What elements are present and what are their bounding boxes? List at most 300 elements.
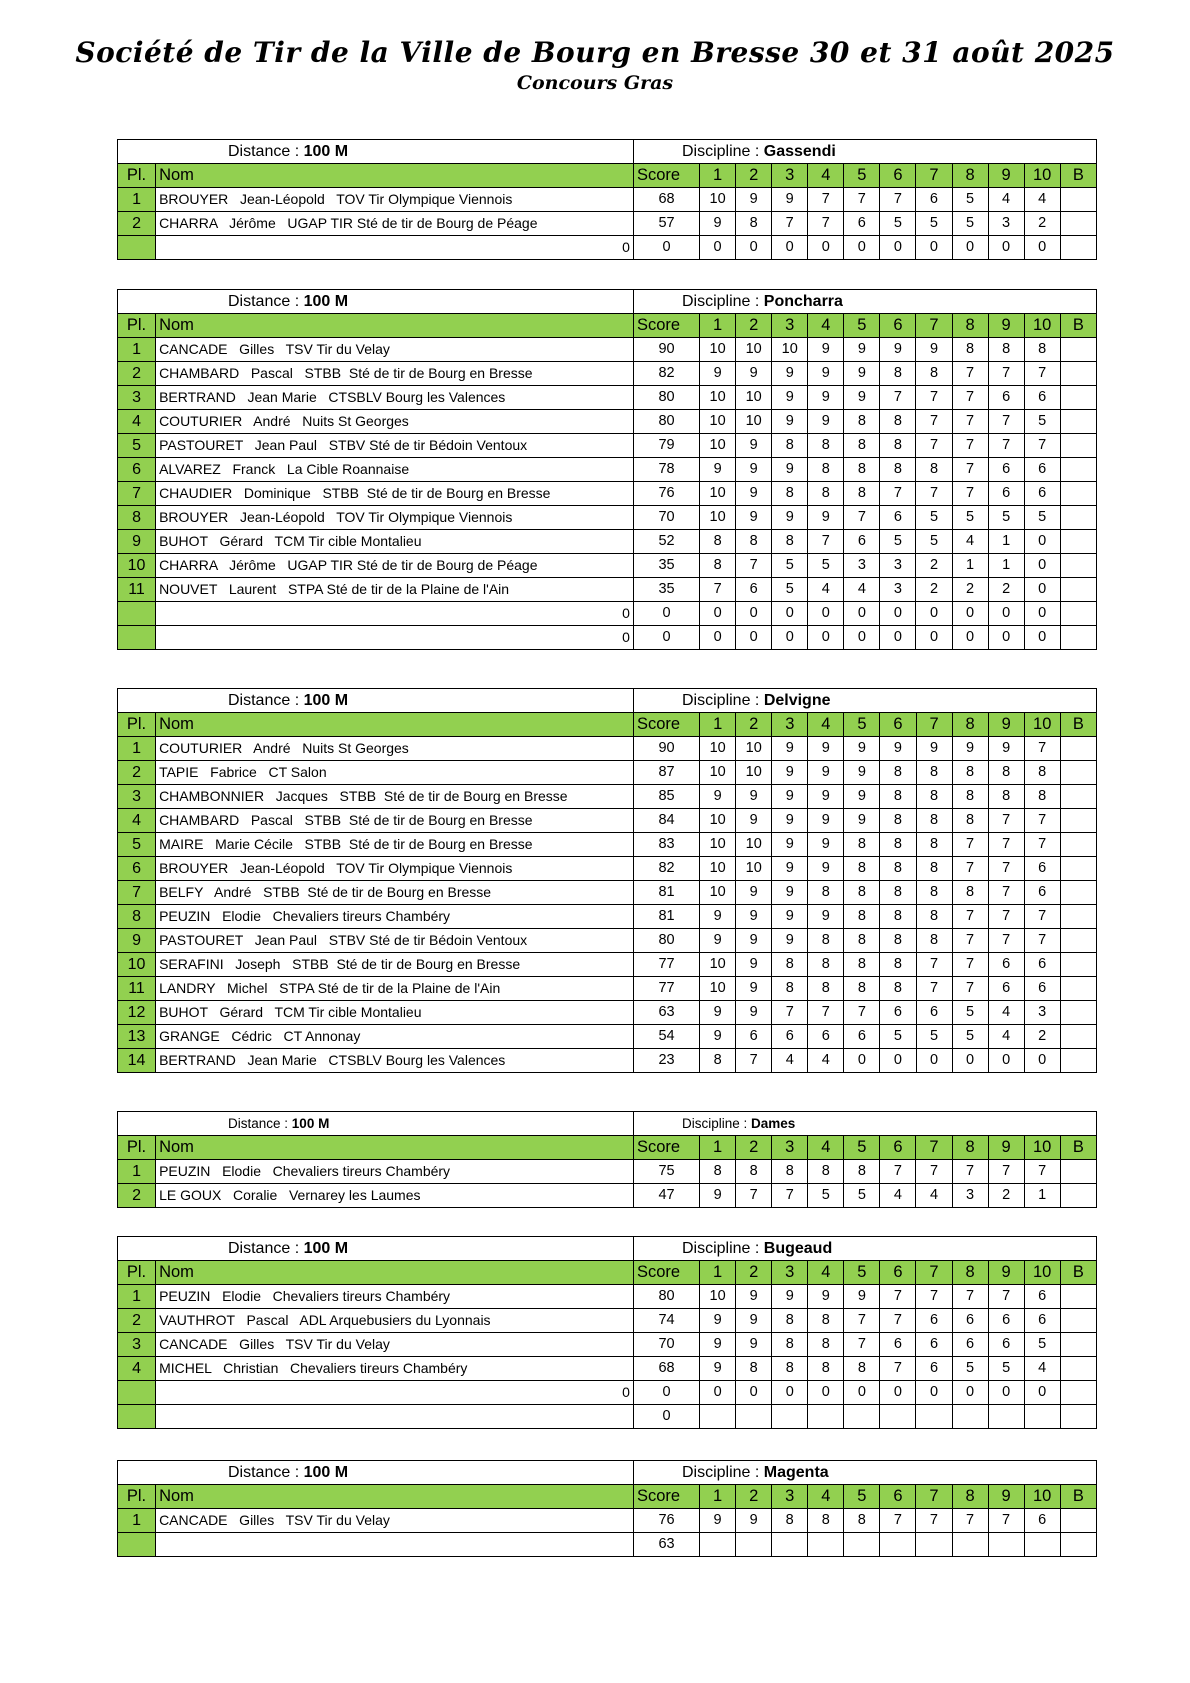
shot-cell: 5 bbox=[916, 212, 952, 236]
header-shot-1: 1 bbox=[700, 713, 736, 737]
shot-cell: 7 bbox=[844, 188, 880, 212]
shot-cell: 0 bbox=[1024, 554, 1060, 578]
shot-cell: 9 bbox=[736, 482, 772, 506]
shot-cell: 7 bbox=[952, 386, 988, 410]
shot-cell bbox=[916, 1405, 952, 1429]
name-cell: BROUYER Jean-Léopold TOV Tir Olympique Viennois bbox=[156, 857, 634, 881]
shot-cell: 8 bbox=[916, 929, 952, 953]
name-cell: CHARRA Jérôme UGAP TIR Sté de tir de Bourg de Péage bbox=[156, 554, 634, 578]
name-cell: CHARRA Jérôme UGAP TIR Sté de tir de Bourg de Péage bbox=[156, 212, 634, 236]
shot-cell: 7 bbox=[916, 977, 952, 1001]
shot-cell: 0 bbox=[916, 1381, 952, 1405]
shot-cell: 0 bbox=[880, 1381, 916, 1405]
shot-cell: 6 bbox=[772, 1025, 808, 1049]
shot-cell: 0 bbox=[736, 1381, 772, 1405]
shot-cell: 0 bbox=[700, 1381, 736, 1405]
distance-label: Distance : bbox=[228, 1240, 300, 1257]
shot-cell: 7 bbox=[880, 1309, 916, 1333]
shot-cell bbox=[1060, 857, 1096, 881]
header-shot-1: 1 bbox=[700, 1136, 736, 1160]
table-row bbox=[118, 905, 1097, 929]
shot-cell: 8 bbox=[916, 761, 952, 785]
score-cell: 52 bbox=[633, 530, 699, 554]
shot-cell bbox=[736, 1405, 772, 1429]
discipline-value: Bugeaud bbox=[763, 1240, 833, 1257]
shot-cell: 8 bbox=[880, 434, 916, 458]
name-cell: MAIRE Marie Cécile STBB Sté de tir de Bourg en Bresse bbox=[156, 833, 634, 857]
shot-cell: 10 bbox=[736, 857, 772, 881]
shot-cell: 4 bbox=[808, 1049, 844, 1073]
shot-cell: 9 bbox=[808, 785, 844, 809]
header-shot-7: 7 bbox=[916, 1485, 952, 1509]
shot-cell: 6 bbox=[1024, 482, 1060, 506]
discipline-cell bbox=[633, 1461, 1096, 1485]
shot-cell: 7 bbox=[988, 881, 1024, 905]
header-shot-4: 4 bbox=[808, 1136, 844, 1160]
place-cell bbox=[118, 236, 156, 260]
discipline-value: Delvigne bbox=[763, 692, 831, 709]
shot-cell: 7 bbox=[880, 1285, 916, 1309]
shot-cell: 0 bbox=[952, 1049, 988, 1073]
header-shot-10: 10 bbox=[1024, 1485, 1060, 1509]
discipline-cell bbox=[634, 689, 1097, 713]
header-shot-2: 2 bbox=[736, 1485, 772, 1509]
name-cell: BELFY André STBB Sté de tir de Bourg en Bresse bbox=[156, 881, 634, 905]
header-shot-8: 8 bbox=[952, 1485, 988, 1509]
place-cell: 2 bbox=[118, 362, 156, 386]
shot-cell: 1 bbox=[988, 554, 1024, 578]
table-row bbox=[118, 578, 1097, 602]
shot-cell: 0 bbox=[880, 602, 916, 626]
shot-cell bbox=[1060, 1001, 1096, 1025]
header-shot-10: 10 bbox=[1024, 164, 1060, 188]
shot-cell: 8 bbox=[808, 1333, 844, 1357]
header-score: Score bbox=[633, 1136, 699, 1160]
shot-cell: 0 bbox=[916, 1049, 952, 1073]
header-nom: Nom bbox=[156, 1485, 634, 1509]
name-cell: CANCADE Gilles TSV Tir du Velay bbox=[156, 1333, 634, 1357]
distance-label: Distance : bbox=[228, 143, 300, 160]
column-header-row bbox=[118, 164, 1097, 188]
score-cell: 70 bbox=[633, 1333, 699, 1357]
shot-cell: 7 bbox=[952, 362, 988, 386]
shot-cell: 8 bbox=[772, 1509, 808, 1533]
shot-cell: 7 bbox=[952, 905, 988, 929]
page-subtitle: Concours Gras bbox=[516, 72, 674, 94]
shot-cell bbox=[1060, 530, 1096, 554]
shot-cell: 2 bbox=[952, 578, 988, 602]
shot-cell: 0 bbox=[700, 236, 736, 260]
shot-cell: 8 bbox=[772, 530, 808, 554]
distance-value: 100 M bbox=[303, 692, 349, 709]
column-header-row bbox=[118, 1261, 1097, 1285]
shot-cell bbox=[988, 1533, 1024, 1557]
shot-cell: 9 bbox=[916, 338, 952, 362]
shot-cell: 7 bbox=[772, 1001, 808, 1025]
shot-cell: 10 bbox=[700, 482, 736, 506]
header-shot-2: 2 bbox=[736, 1261, 772, 1285]
discipline-value: Poncharra bbox=[763, 293, 843, 310]
shot-cell: 9 bbox=[700, 362, 736, 386]
shot-cell: 8 bbox=[916, 857, 952, 881]
shot-cell bbox=[1060, 881, 1096, 905]
section-header bbox=[118, 689, 1097, 713]
score-cell: 63 bbox=[634, 1001, 700, 1025]
score-cell: 90 bbox=[633, 338, 699, 362]
shot-cell: 10 bbox=[700, 977, 736, 1001]
shot-cell: 7 bbox=[844, 1309, 880, 1333]
discipline-label: Discipline : bbox=[681, 143, 760, 160]
score-cell: 47 bbox=[633, 1184, 699, 1208]
score-cell: 85 bbox=[634, 785, 700, 809]
score-cell: 82 bbox=[634, 857, 700, 881]
shot-cell: 7 bbox=[988, 905, 1024, 929]
shot-cell: 8 bbox=[844, 929, 880, 953]
table-row bbox=[118, 626, 1097, 650]
shot-cell: 9 bbox=[772, 881, 808, 905]
place-cell: 2 bbox=[118, 1184, 156, 1208]
shot-cell bbox=[1060, 236, 1096, 260]
table-row bbox=[118, 1405, 1097, 1429]
shot-cell: 0 bbox=[772, 236, 808, 260]
shot-cell: 8 bbox=[1024, 761, 1060, 785]
shot-cell: 7 bbox=[844, 506, 880, 530]
shot-cell: 9 bbox=[772, 809, 808, 833]
shot-cell: 10 bbox=[736, 761, 772, 785]
column-header-row bbox=[118, 1136, 1097, 1160]
results-table-poncharra bbox=[117, 289, 1097, 650]
shot-cell: 7 bbox=[988, 1285, 1024, 1309]
shot-cell: 7 bbox=[952, 833, 988, 857]
shot-cell: 8 bbox=[844, 905, 880, 929]
place-cell bbox=[118, 1405, 156, 1429]
shot-cell: 9 bbox=[808, 338, 844, 362]
shot-cell: 9 bbox=[736, 434, 772, 458]
shot-cell: 5 bbox=[952, 212, 988, 236]
shot-cell: 4 bbox=[1024, 1357, 1060, 1381]
name-cell: BROUYER Jean-Léopold TOV Tir Olympique Viennois bbox=[156, 188, 634, 212]
score-cell: 23 bbox=[634, 1049, 700, 1073]
shot-cell: 0 bbox=[844, 1049, 880, 1073]
shot-cell: 10 bbox=[700, 1285, 736, 1309]
shot-cell: 4 bbox=[844, 578, 880, 602]
shot-cell: 10 bbox=[700, 737, 736, 761]
score-cell: 0 bbox=[633, 602, 699, 626]
place-cell: 11 bbox=[118, 977, 156, 1001]
shot-cell: 8 bbox=[880, 362, 916, 386]
shot-cell: 7 bbox=[988, 809, 1024, 833]
score-cell: 80 bbox=[633, 410, 699, 434]
column-header-row bbox=[118, 1485, 1097, 1509]
shot-cell: 8 bbox=[808, 1309, 844, 1333]
shot-cell: 6 bbox=[844, 212, 880, 236]
shot-cell: 0 bbox=[808, 236, 844, 260]
distance-value: 100 M bbox=[303, 293, 349, 310]
table-row bbox=[118, 410, 1097, 434]
header-pl: Pl. bbox=[118, 1261, 156, 1285]
shot-cell: 7 bbox=[952, 977, 988, 1001]
distance-cell bbox=[118, 140, 634, 164]
table-row bbox=[118, 809, 1097, 833]
shot-cell: 8 bbox=[952, 761, 988, 785]
score-cell: 80 bbox=[633, 1285, 699, 1309]
score-cell: 35 bbox=[633, 554, 699, 578]
shot-cell: 8 bbox=[844, 977, 880, 1001]
shot-cell: 6 bbox=[808, 1025, 844, 1049]
shot-cell: 8 bbox=[1024, 338, 1060, 362]
place-cell: 11 bbox=[118, 578, 156, 602]
shot-cell: 8 bbox=[916, 833, 952, 857]
header-pl: Pl. bbox=[118, 713, 156, 737]
header-pl: Pl. bbox=[118, 164, 156, 188]
score-cell: 83 bbox=[634, 833, 700, 857]
shot-cell: 9 bbox=[772, 362, 808, 386]
header-shot-b: B bbox=[1060, 314, 1096, 338]
place-cell bbox=[118, 602, 156, 626]
shot-cell: 4 bbox=[988, 188, 1024, 212]
shot-cell: 8 bbox=[916, 809, 952, 833]
section-header bbox=[118, 1461, 1097, 1485]
shot-cell: 0 bbox=[844, 1381, 880, 1405]
place-cell: 1 bbox=[118, 1509, 156, 1533]
name-cell: NOUVET Laurent STPA Sté de tir de la Plaine de l'Ain bbox=[156, 578, 634, 602]
shot-cell: 9 bbox=[736, 1333, 772, 1357]
place-cell: 6 bbox=[118, 857, 156, 881]
header-shot-4: 4 bbox=[808, 1485, 844, 1509]
shot-cell: 0 bbox=[916, 626, 952, 650]
shot-cell bbox=[808, 1533, 844, 1557]
name-cell: BERTRAND Jean Marie CTSBLV Bourg les Valences bbox=[156, 386, 634, 410]
place-cell: 8 bbox=[118, 506, 156, 530]
name-cell: GRANGE Cédric CT Annonay bbox=[156, 1025, 634, 1049]
shot-cell: 9 bbox=[844, 809, 880, 833]
shot-cell: 9 bbox=[808, 905, 844, 929]
shot-cell: 10 bbox=[700, 857, 736, 881]
shot-cell: 2 bbox=[1024, 212, 1060, 236]
shot-cell: 8 bbox=[844, 881, 880, 905]
results-table-magenta bbox=[117, 1460, 1097, 1557]
shot-cell: 4 bbox=[1024, 188, 1060, 212]
shot-cell: 8 bbox=[844, 482, 880, 506]
header-shot-5: 5 bbox=[844, 1261, 880, 1285]
shot-cell: 7 bbox=[988, 833, 1024, 857]
name-cell: BUHOT Gérard TCM Tir cible Montalieu bbox=[156, 1001, 634, 1025]
shot-cell: 8 bbox=[808, 1357, 844, 1381]
shot-cell: 5 bbox=[772, 578, 808, 602]
shot-cell bbox=[1060, 1309, 1096, 1333]
shot-cell: 9 bbox=[772, 386, 808, 410]
shot-cell bbox=[1060, 482, 1096, 506]
header-shot-4: 4 bbox=[808, 314, 844, 338]
score-cell: 79 bbox=[633, 434, 699, 458]
shot-cell: 9 bbox=[700, 1357, 736, 1381]
shot-cell: 9 bbox=[736, 905, 772, 929]
shot-cell: 8 bbox=[808, 881, 844, 905]
shot-cell bbox=[844, 1405, 880, 1429]
shot-cell: 6 bbox=[916, 1357, 952, 1381]
shot-cell: 7 bbox=[700, 578, 736, 602]
name-cell: PASTOURET Jean Paul STBV Sté de tir Bédoin Ventoux bbox=[156, 434, 634, 458]
place-cell: 1 bbox=[118, 1160, 156, 1184]
shot-cell bbox=[1060, 1025, 1096, 1049]
shot-cell: 0 bbox=[736, 602, 772, 626]
shot-cell: 9 bbox=[772, 458, 808, 482]
shot-cell bbox=[1060, 785, 1096, 809]
shot-cell: 2 bbox=[1024, 1025, 1060, 1049]
discipline-value: Dames bbox=[751, 1116, 796, 1131]
shot-cell: 0 bbox=[1024, 1381, 1060, 1405]
shot-cell: 4 bbox=[988, 1001, 1024, 1025]
score-cell: 81 bbox=[634, 905, 700, 929]
shot-cell: 0 bbox=[952, 602, 988, 626]
header-shot-9: 9 bbox=[988, 1261, 1024, 1285]
score-cell: 70 bbox=[633, 506, 699, 530]
shot-cell: 9 bbox=[736, 809, 772, 833]
shot-cell: 6 bbox=[952, 1309, 988, 1333]
place-cell: 1 bbox=[118, 1285, 156, 1309]
score-cell: 57 bbox=[633, 212, 699, 236]
name-cell: SERAFINI Joseph STBB Sté de tir de Bourg en Bresse bbox=[156, 953, 634, 977]
table-row bbox=[118, 236, 1097, 260]
shot-cell: 8 bbox=[880, 977, 916, 1001]
shot-cell: 8 bbox=[880, 881, 916, 905]
place-cell: 10 bbox=[118, 554, 156, 578]
shot-cell: 7 bbox=[736, 554, 772, 578]
shot-cell: 6 bbox=[1024, 386, 1060, 410]
shot-cell: 7 bbox=[952, 929, 988, 953]
place-cell: 8 bbox=[118, 905, 156, 929]
name-cell: 0 bbox=[156, 1381, 634, 1405]
place-cell bbox=[118, 1533, 156, 1557]
shot-cell: 7 bbox=[952, 458, 988, 482]
shot-cell: 0 bbox=[844, 236, 880, 260]
shot-cell: 3 bbox=[880, 578, 916, 602]
header-shot-b: B bbox=[1060, 1136, 1096, 1160]
shot-cell: 7 bbox=[988, 1160, 1024, 1184]
shot-cell: 7 bbox=[916, 1285, 952, 1309]
shot-cell: 0 bbox=[1024, 1049, 1060, 1073]
column-header-row bbox=[118, 713, 1097, 737]
shot-cell: 7 bbox=[952, 953, 988, 977]
shot-cell: 0 bbox=[952, 1381, 988, 1405]
shot-cell: 10 bbox=[700, 506, 736, 530]
name-cell bbox=[156, 1405, 634, 1429]
shot-cell bbox=[1060, 833, 1096, 857]
shot-cell: 6 bbox=[1024, 1509, 1060, 1533]
distance-label: Distance : bbox=[228, 692, 300, 709]
shot-cell: 5 bbox=[916, 506, 952, 530]
shot-cell: 9 bbox=[736, 881, 772, 905]
shot-cell bbox=[1060, 1405, 1096, 1429]
score-cell: 75 bbox=[633, 1160, 699, 1184]
shot-cell: 5 bbox=[1024, 506, 1060, 530]
shot-cell bbox=[1060, 434, 1096, 458]
shot-cell: 0 bbox=[700, 602, 736, 626]
score-cell: 0 bbox=[633, 626, 699, 650]
name-cell: CANCADE Gilles TSV Tir du Velay bbox=[156, 1509, 634, 1533]
shot-cell: 7 bbox=[1024, 434, 1060, 458]
shot-cell: 9 bbox=[700, 1025, 736, 1049]
shot-cell: 0 bbox=[916, 602, 952, 626]
score-cell: 82 bbox=[633, 362, 699, 386]
shot-cell: 6 bbox=[988, 953, 1024, 977]
shot-cell: 10 bbox=[700, 761, 736, 785]
shot-cell: 9 bbox=[880, 737, 916, 761]
table-row bbox=[118, 1533, 1097, 1557]
shot-cell bbox=[1060, 761, 1096, 785]
shot-cell: 5 bbox=[808, 554, 844, 578]
header-shot-1: 1 bbox=[700, 314, 736, 338]
shot-cell bbox=[772, 1533, 808, 1557]
shot-cell: 8 bbox=[808, 1509, 844, 1533]
shot-cell: 8 bbox=[880, 410, 916, 434]
shot-cell: 0 bbox=[736, 236, 772, 260]
shot-cell: 8 bbox=[916, 881, 952, 905]
name-cell: BUHOT Gérard TCM Tir cible Montalieu bbox=[156, 530, 634, 554]
name-cell bbox=[156, 1533, 634, 1557]
place-cell: 2 bbox=[118, 1309, 156, 1333]
header-pl: Pl. bbox=[118, 1485, 156, 1509]
shot-cell: 0 bbox=[880, 1049, 916, 1073]
shot-cell: 0 bbox=[1024, 236, 1060, 260]
shot-cell: 9 bbox=[772, 929, 808, 953]
shot-cell: 6 bbox=[880, 506, 916, 530]
shot-cell: 0 bbox=[844, 626, 880, 650]
shot-cell bbox=[1060, 1160, 1096, 1184]
shot-cell bbox=[952, 1533, 988, 1557]
shot-cell: 8 bbox=[700, 1160, 736, 1184]
table-row bbox=[118, 1001, 1097, 1025]
table-row bbox=[118, 482, 1097, 506]
shot-cell: 8 bbox=[736, 1357, 772, 1381]
shot-cell bbox=[1060, 929, 1096, 953]
header-shot-3: 3 bbox=[772, 1485, 808, 1509]
shot-cell bbox=[1060, 506, 1096, 530]
shot-cell: 3 bbox=[844, 554, 880, 578]
table-row bbox=[118, 929, 1097, 953]
shot-cell: 4 bbox=[880, 1184, 916, 1208]
score-cell: 35 bbox=[633, 578, 699, 602]
header-shot-4: 4 bbox=[808, 164, 844, 188]
score-cell: 68 bbox=[633, 1357, 699, 1381]
shot-cell: 3 bbox=[988, 212, 1024, 236]
shot-cell: 6 bbox=[916, 188, 952, 212]
shot-cell: 7 bbox=[988, 434, 1024, 458]
shot-cell bbox=[1060, 953, 1096, 977]
shot-cell: 9 bbox=[772, 1285, 808, 1309]
header-shot-b: B bbox=[1060, 713, 1096, 737]
shot-cell: 7 bbox=[844, 1001, 880, 1025]
place-cell: 13 bbox=[118, 1025, 156, 1049]
shot-cell: 7 bbox=[988, 1509, 1024, 1533]
header-score: Score bbox=[633, 314, 699, 338]
shot-cell: 8 bbox=[880, 761, 916, 785]
shot-cell bbox=[1060, 1533, 1096, 1557]
name-cell: PEUZIN Elodie Chevaliers tireurs Chambéry bbox=[156, 1160, 634, 1184]
table-row bbox=[118, 602, 1097, 626]
shot-cell: 6 bbox=[988, 1309, 1024, 1333]
shot-cell: 10 bbox=[772, 338, 808, 362]
header-shot-4: 4 bbox=[808, 1261, 844, 1285]
shot-cell: 5 bbox=[952, 506, 988, 530]
discipline-label: Discipline : bbox=[681, 1464, 760, 1481]
shot-cell bbox=[1060, 1381, 1096, 1405]
shot-cell: 8 bbox=[844, 833, 880, 857]
shot-cell: 9 bbox=[736, 929, 772, 953]
table-row bbox=[118, 1025, 1097, 1049]
shot-cell: 2 bbox=[988, 578, 1024, 602]
shot-cell: 8 bbox=[844, 410, 880, 434]
